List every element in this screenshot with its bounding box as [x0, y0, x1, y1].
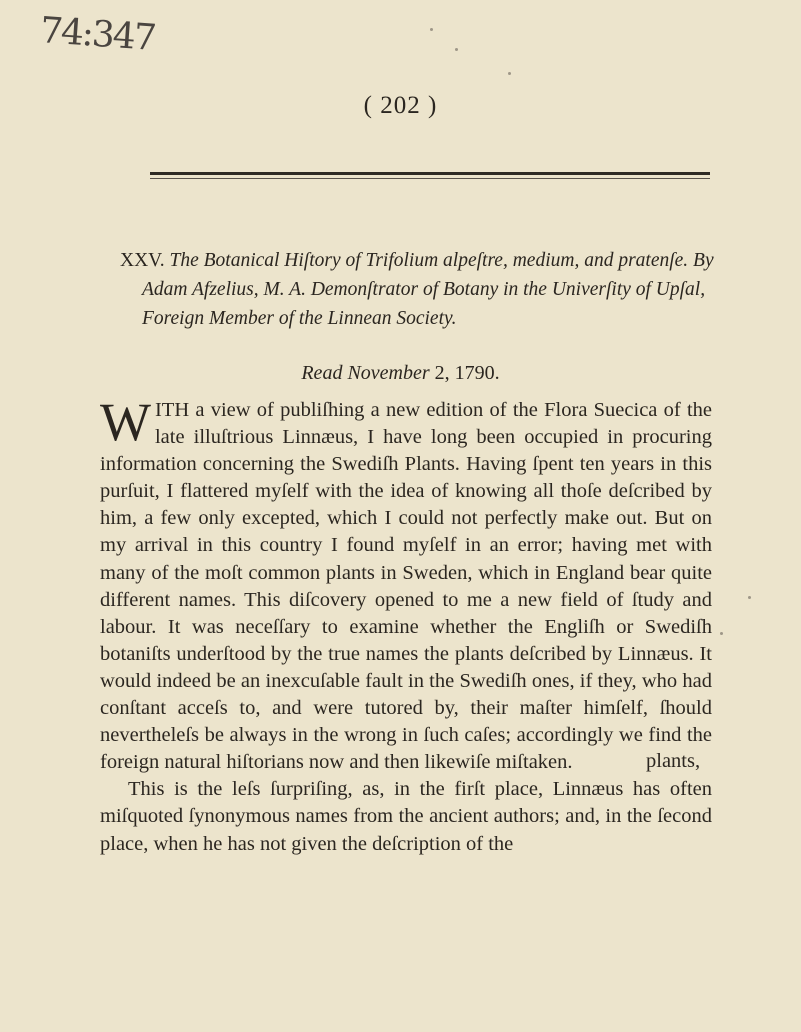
read-date: [0, 362, 801, 385]
paper-speck: [720, 632, 723, 635]
article-title-text: The Botanical Hiſtory of Trifolium alpeſtre, medium, and pratenſe. By Adam Afzelius, M. A. Demonſtrator of Botany in the Univerſity of Upſal, Foreign Member of the Linnean Society.: [142, 250, 714, 329]
article-title: [120, 246, 720, 333]
page-number: ( 202 ): [363, 92, 438, 119]
read-label: Read November: [301, 362, 430, 384]
paragraph-1: [100, 392, 712, 776]
paper-speck: [455, 48, 458, 51]
paper-speck: [508, 72, 511, 75]
body-text: [100, 392, 712, 858]
paper-speck: [748, 596, 751, 599]
article-number: XXV.: [120, 250, 165, 271]
header-rule-thin: [150, 178, 710, 179]
paragraph-1-text: ITH a view of publiſhing a new edition of the Flora Suecica of the late illuſtrious Linnæus, I have long been occupied in procuring information concerning the Swediſh Plants. Having ſpent ten years in this purſuit, I flattered myſelf with the idea of knowing all thoſe deſcribed by him, a few only excepted, which I could not perfectly make out. But on my arrival in this country I found myſelf in an error; having met with many of the moſt common plants in Sweden, which in England bear quite different names. This diſcovery opened to me a new field of ſtudy and labour. It was neceſſary to examine whether the Engliſh or Swediſh botaniſts underſtood by the true names the plants deſcribed by Linnæus. It would indeed be an inexcuſable fault in the Swediſh ones, if they, who had conſtant acceſs to, and were tutored by, their maſter himſelf, ſhould nevertheleſs be always in the wrong in ſuch caſes; accordingly we find the foreign natural hiſtorians now and then likewiſe miſtaken.: [100, 399, 712, 774]
drop-cap: W: [100, 392, 151, 452]
read-date-value: 2, 1790.: [434, 362, 500, 384]
paragraph-2: This is the leſs ſurpriſing, as, in the firſt place, Linnæus has often miſquoted ſynonymous names from the ancient authors; and, in the ſecond place, when he has not given the deſcription of the: [100, 778, 712, 855]
paper-speck: [430, 28, 433, 31]
catchword: plants,: [646, 750, 701, 772]
shelfmark-annotation: 74:347: [38, 10, 156, 59]
header-rule: [150, 172, 710, 175]
